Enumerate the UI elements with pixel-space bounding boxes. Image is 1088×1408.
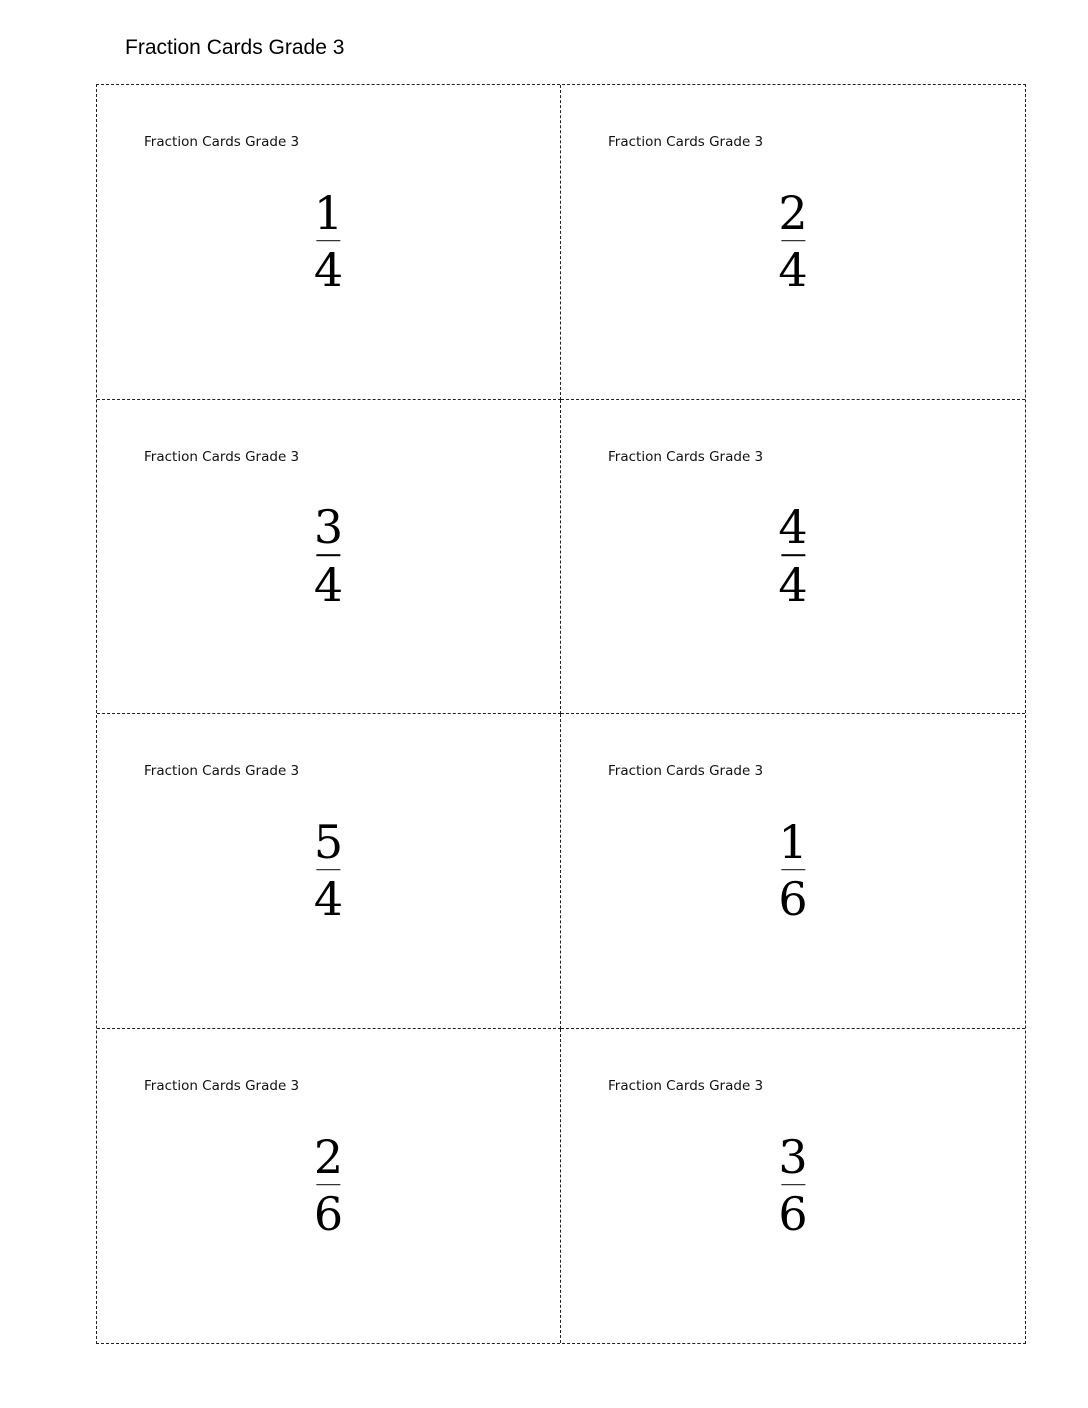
- fraction-denominator: 4: [313, 872, 344, 927]
- card-label: Fraction Cards Grade 3: [144, 134, 300, 150]
- card-label: Fraction Cards Grade 3: [608, 763, 764, 779]
- fraction-denominator: 4: [778, 558, 808, 613]
- fraction-card: [97, 714, 561, 1029]
- fraction-card: [561, 85, 1025, 400]
- fraction-bar: [317, 240, 341, 242]
- card-label: Fraction Cards Grade 3: [608, 134, 764, 150]
- card-label: Fraction Cards Grade 3: [608, 1077, 764, 1094]
- fraction-denominator: 6: [778, 872, 808, 927]
- fraction-denominator: 6: [778, 1187, 808, 1242]
- fraction-denominator: 4: [778, 243, 808, 298]
- fraction: [314, 816, 343, 926]
- fraction-bar: [317, 1184, 341, 1186]
- fraction-bar: [781, 240, 805, 242]
- fraction-numerator: 2: [313, 1129, 344, 1184]
- fraction-numerator: 3: [778, 1129, 808, 1184]
- fraction-card: [561, 714, 1025, 1029]
- fraction-numerator: 1: [778, 814, 808, 869]
- fraction: [778, 1131, 807, 1241]
- fraction-card: [97, 1029, 561, 1344]
- page-title: Fraction Cards Grade 3: [125, 36, 345, 59]
- fraction-numerator: 3: [313, 500, 344, 555]
- fraction-numerator: 5: [313, 814, 344, 869]
- fraction-numerator: 1: [313, 185, 344, 240]
- fraction-bar: [781, 554, 805, 556]
- fraction: [778, 187, 807, 297]
- fraction-denominator: 6: [313, 1187, 344, 1242]
- card-grid: [96, 84, 1026, 1344]
- fraction-card: [561, 1029, 1025, 1344]
- fraction-bar: [317, 554, 341, 556]
- fraction-card: [97, 400, 561, 715]
- fraction-card: [97, 85, 561, 400]
- fraction: [314, 1131, 343, 1241]
- fraction-bar: [781, 869, 805, 871]
- fraction-numerator: 2: [778, 185, 808, 240]
- fraction: [778, 816, 807, 926]
- fraction-bar: [781, 1184, 805, 1186]
- fraction: [314, 187, 343, 297]
- fraction-card: [561, 400, 1025, 715]
- fraction: [314, 501, 343, 611]
- fraction-bar: [317, 869, 341, 871]
- fraction-numerator: 4: [778, 500, 808, 555]
- card-label: Fraction Cards Grade 3: [144, 448, 300, 465]
- fraction: [778, 501, 807, 611]
- fraction-denominator: 4: [313, 243, 344, 298]
- fraction-denominator: 4: [313, 558, 344, 613]
- card-label: Fraction Cards Grade 3: [144, 763, 300, 779]
- card-label: Fraction Cards Grade 3: [144, 1077, 300, 1094]
- card-label: Fraction Cards Grade 3: [608, 448, 764, 465]
